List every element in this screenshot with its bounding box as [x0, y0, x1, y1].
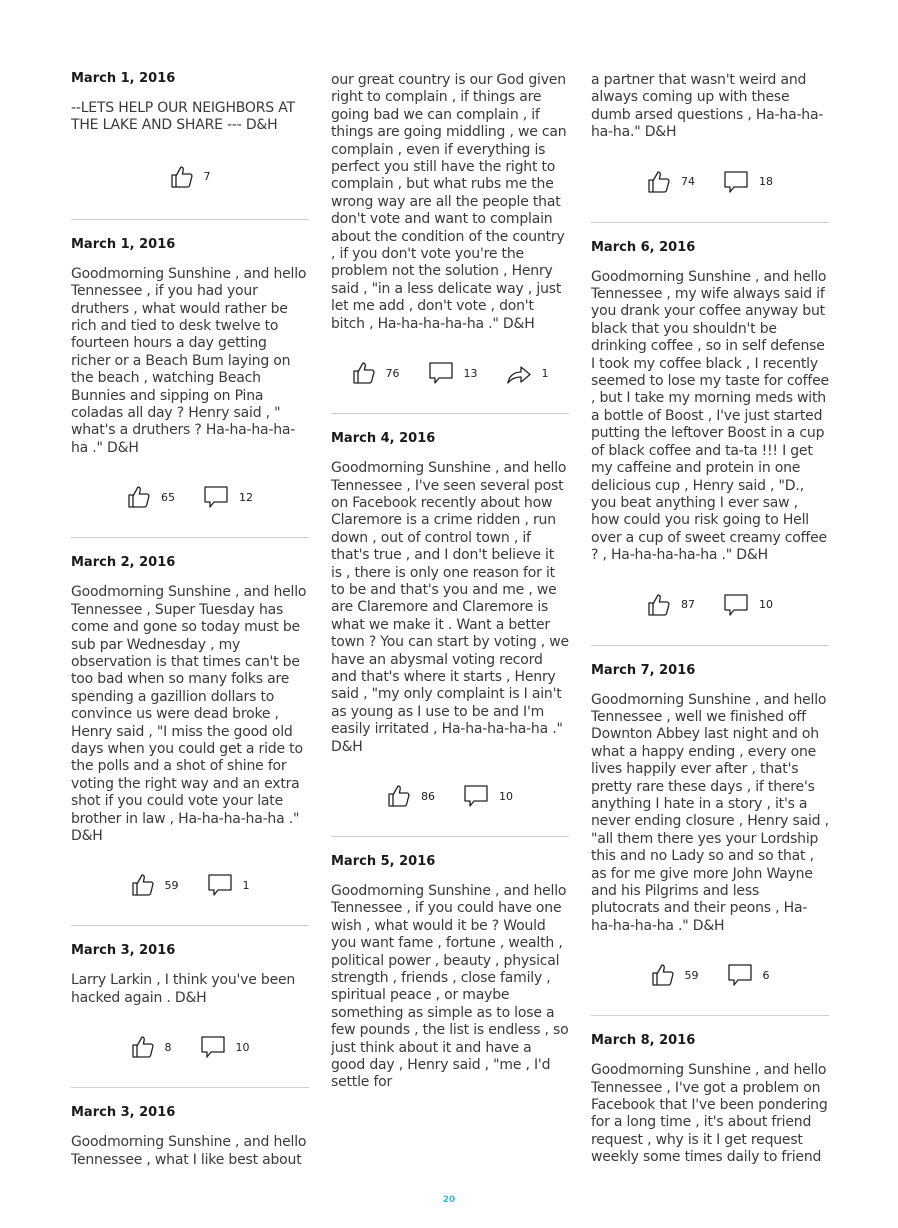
- like-count: 59: [164, 878, 179, 892]
- column-1: [71, 70, 309, 1169]
- post-actions: [71, 135, 309, 219]
- divider: [591, 222, 829, 223]
- like-button[interactable]: [131, 873, 179, 897]
- like-count: 59: [684, 968, 699, 982]
- post-date: March 7, 2016: [591, 662, 696, 678]
- post: [331, 430, 569, 837]
- like-count: 87: [681, 598, 695, 612]
- post-actions: [331, 333, 569, 413]
- thumbs-up-icon: [131, 1035, 155, 1059]
- post-text: our great country is our God given right to complain , if things are going bad we can complain , if things are going middling , we can complain , even if everything is perfect you still have the right to complain , but what rubs me the wrong way are all the people that don't vote and want to complain about the condition of the country , if you don't vote you're the problem not the solution , Henry said , "in a less delicate way , just let me add , don't vote , don't bitch , Ha-ha-ha-ha-ha ." D&H: [331, 72, 567, 332]
- post-text: Goodmorning Sunshine , and hello Tennessee , what I like best about: [71, 1134, 307, 1168]
- post-date: March 1, 2016: [71, 71, 176, 86]
- comment-count: 1: [242, 878, 250, 892]
- comment-count: 10: [235, 1040, 250, 1054]
- post: [71, 236, 309, 538]
- speech-bubble-icon: [723, 169, 749, 195]
- post-text: Goodmorning Sunshine , and hello Tennessee , my wife always said if you drank your coffee anyway but black that you shouldn't be drinking coffee , so in self defense I took my coffee black , I recently seemed to lose my taste for coffee , but I take my morning meds with a bottle of Boost , I've just started putting the leftover Boost in a cup of black coffee and ta-ta !!! I get my caffeine and protein in one delicious cup , Henry said , "D., you beat anything I ever saw , how could you risk going to Hell over a cup of sweet creamy coffee ? , Ha-ha-ha-ha-ha ." D&H: [591, 268, 829, 564]
- speech-bubble-icon: [203, 484, 229, 510]
- post-actions: [71, 845, 309, 925]
- post-text: a partner that wasn't weird and always coming up with these dumb arsed questions , Ha-ha-ha-ha-ha." D&H: [591, 72, 824, 141]
- comment-button[interactable]: [723, 592, 773, 618]
- divider: [71, 1087, 309, 1088]
- speech-bubble-icon: [727, 962, 753, 988]
- like-button[interactable]: [651, 963, 699, 987]
- like-count: 65: [161, 490, 175, 504]
- post-text: --LETS HELP OUR NEIGHBORS AT THE LAKE AND SHARE --- D&H: [71, 100, 295, 134]
- comment-button[interactable]: [463, 783, 513, 809]
- divider: [591, 645, 829, 646]
- comment-count: 6: [762, 968, 770, 982]
- like-button[interactable]: [131, 1035, 172, 1059]
- thumbs-up-icon: [127, 485, 151, 509]
- thumbs-up-icon: [170, 165, 194, 189]
- comment-button[interactable]: [428, 360, 478, 386]
- post-actions: [331, 756, 569, 836]
- column-3: [591, 72, 829, 1167]
- share-arrow-icon: [506, 361, 532, 385]
- like-button[interactable]: [127, 485, 175, 509]
- like-button[interactable]: [170, 165, 211, 189]
- comment-button[interactable]: [203, 484, 253, 510]
- thumbs-up-icon: [131, 873, 155, 897]
- post-date: March 6, 2016: [591, 239, 696, 255]
- thumbs-up-icon: [387, 784, 411, 808]
- post: [71, 942, 309, 1088]
- page-number: 20: [442, 1195, 456, 1205]
- post: [71, 70, 309, 220]
- comment-count: 10: [499, 789, 513, 803]
- post: [591, 1032, 829, 1166]
- post-date: March 4, 2016: [331, 431, 436, 447]
- post: [71, 1104, 309, 1169]
- divider: [591, 1015, 829, 1016]
- share-button[interactable]: [506, 361, 549, 385]
- post-text: Goodmorning Sunshine , and hello Tennessee , if you had your druthers , what would rather be rich and tied to desk twelve to fourteen hours a day getting richer or a Beach Bum laying on the beach , watching Beach Bunnies and sipping on Pina coladas all day ? Henry said , " what's a druthers ? Ha-ha-ha-ha-ha ." D&H: [71, 265, 307, 456]
- post-text: Goodmorning Sunshine , and hello Tennessee , if you could have one wish , what would it be ? Would you want fame , fortune , wealth , political power , beauty , physical strength , friends , close family , spiritual peace , or maybe something as simple as to lose a few pounds , the list is endless , so just think about it and have a good day , Henry said , "me , I'd settle for: [331, 883, 569, 1091]
- divider: [331, 413, 569, 414]
- post-date: March 3, 2016: [71, 1105, 176, 1121]
- post: [591, 239, 829, 646]
- like-button[interactable]: [647, 170, 695, 194]
- divider: [331, 836, 569, 837]
- like-count: 7: [203, 170, 211, 184]
- comment-button[interactable]: [723, 169, 773, 195]
- speech-bubble-icon: [463, 783, 489, 809]
- speech-bubble-icon: [207, 872, 233, 898]
- post: [331, 853, 569, 1092]
- post-date: March 2, 2016: [71, 555, 176, 571]
- post-continued: [591, 72, 829, 223]
- post-actions: [71, 457, 309, 537]
- comment-button[interactable]: [200, 1034, 250, 1060]
- divider: [71, 537, 309, 538]
- post-text: Goodmorning Sunshine , and hello Tennessee , Super Tuesday has come and gone so today must be sub par Wednesday , my observation is that times can't be too bad when so many folks are spending a gazillion dollars to convince us were dead broke , Henry said , "I miss the good old days when you could get a ride to the polls and a shot of shine for voting the right way and an extra shot if you could vote your late brother in law , Ha-ha-ha-ha-ha ." D&H: [71, 584, 307, 844]
- comment-count: 10: [759, 598, 773, 612]
- post-text: Goodmorning Sunshine , and hello Tennessee , well we finished off Downton Abbey last night and oh what a happy ending , every one lives happily ever after , that's pretty rare these days , if there's anything I hate in a story , it's a never ending closure , Henry said , "all them there yes your Lordship this and no Lady so and so that , as for me give more John Wayne and his Pilgrims and less plutocrats and their peons , Ha-ha-ha-ha-ha ." D&H: [591, 691, 829, 934]
- post-text: Goodmorning Sunshine , and hello Tennessee , I've got a problem on Facebook that I've been pondering for a long time , it's about friend request , why is it I get request weekly some times daily to friend: [591, 1062, 828, 1166]
- like-count: 86: [421, 789, 435, 803]
- post-date: March 5, 2016: [331, 854, 436, 869]
- post-text: Larry Larkin , I think you've been hacked again . D&H: [71, 972, 296, 1006]
- post-date: March 8, 2016: [591, 1033, 696, 1049]
- comment-count: 18: [759, 175, 773, 189]
- post-continued: [331, 72, 569, 414]
- speech-bubble-icon: [428, 360, 454, 386]
- comment-count: 13: [463, 366, 478, 380]
- like-count: 76: [385, 366, 400, 380]
- post-actions: [71, 1007, 309, 1087]
- post: [71, 554, 309, 926]
- comment-button[interactable]: [727, 962, 770, 988]
- post-date: March 1, 2016: [71, 236, 176, 252]
- post: [591, 662, 829, 1017]
- thumbs-up-icon: [651, 963, 675, 987]
- column-2: [331, 72, 569, 1092]
- thumbs-up-icon: [647, 593, 671, 617]
- post-actions: [591, 565, 829, 645]
- comment-count: 12: [239, 490, 253, 504]
- share-count: 1: [541, 366, 549, 380]
- like-button[interactable]: [647, 593, 695, 617]
- comment-button[interactable]: [207, 872, 250, 898]
- post-date: March 3, 2016: [71, 943, 176, 959]
- thumbs-up-icon: [647, 170, 671, 194]
- speech-bubble-icon: [723, 592, 749, 618]
- like-count: 74: [681, 175, 695, 189]
- like-button[interactable]: [352, 361, 400, 385]
- speech-bubble-icon: [200, 1034, 226, 1060]
- thumbs-up-icon: [352, 361, 376, 385]
- post-text: Goodmorning Sunshine , and hello Tennessee , I've seen several post on Facebook recently about how Claremore is a crime ridden , run down , out of control town , if that's true , and I don't believe it is , there is only one reason for it to be and that's you and me , we are Claremore and Claremore is what we make it . Want a better town ? You can start by voting , we have an abysmal voting record and that's where it starts , Henry said , "my only complaint is I ain't as young as I use to be and I'm easily irritated , Ha-ha-ha-ha-ha ." D&H: [331, 460, 569, 755]
- like-count: 8: [164, 1040, 172, 1054]
- like-button[interactable]: [387, 784, 435, 808]
- divider: [71, 219, 309, 220]
- post-actions: [591, 935, 829, 1015]
- divider: [71, 925, 309, 926]
- post-actions: [591, 142, 829, 222]
